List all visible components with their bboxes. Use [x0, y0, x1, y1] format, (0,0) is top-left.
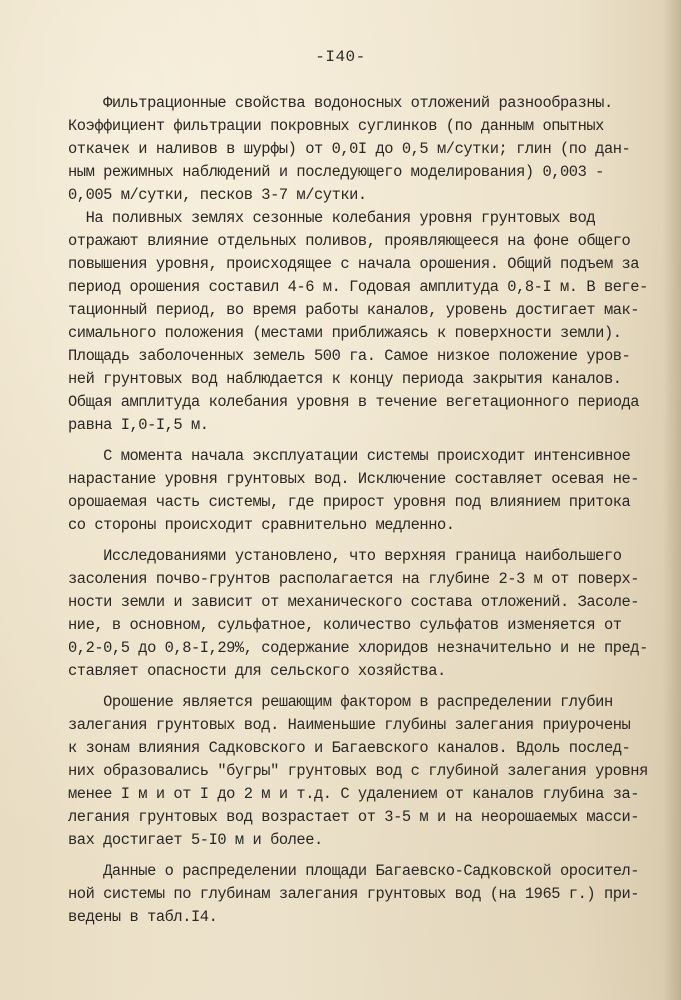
text-line: отражают влияние отдельных поливов, проявляющееся на фоне общего [68, 232, 631, 250]
text-line: Данные о распределении площади Багаевско-Садковской оросител- [68, 862, 640, 880]
text-line: них образовались "бугры" грунтовых вод с глубиной залегания уровня [68, 762, 648, 780]
text-line: Общая амплитуда колебания уровня в течение вегетационного периода [68, 393, 640, 411]
text-line: период орошения составил 4-6 м. Годовая амплитуда 0,8-I м. В веге- [68, 278, 648, 296]
text-line: откачек и наливов в шурфы) от 0,0I до 0,5 м/сутки; глин (по дан- [68, 140, 631, 158]
text-line: повышения уровня, происходящее с начала орошения. Общий подъем за [68, 255, 640, 273]
text-line: залегания грунтовых вод. Наименьшие глубины залегания приурочены [68, 716, 631, 734]
text-line: легания грунтовых вод возрастает от 3-5 м и на неорошаемых масси- [68, 808, 640, 826]
text-line: со стороны происходит сравнительно медленно. [68, 516, 455, 534]
text-line: Площадь заболоченных земель 500 га. Самое низкое положение уров- [68, 347, 631, 365]
text-line: С момента начала эксплуатации системы происходит интенсивное [68, 447, 631, 465]
body-text [68, 92, 668, 929]
text-line: тационный период, во время работы каналов, уровень достигает мак- [68, 301, 640, 319]
text-line: засоления почво-грунтов располагается на глубине 2-3 м от поверх- [68, 570, 640, 588]
text-line: менее I м и от I до 2 м и т.д. С удалением от каналов глубина за- [68, 785, 640, 803]
text-line: ние, в основном, сульфатное, количество сульфатов изменяется от [68, 616, 622, 634]
text-line: ведены в табл.I4. [68, 908, 218, 926]
text-line: ным режимных наблюдений и последующего моделирования) 0,003 - [68, 163, 604, 181]
text-line: ставляет опасности для сельского хозяйства. [68, 662, 446, 680]
text-line: Фильтрационные свойства водоносных отложений разнообразны. [68, 94, 613, 112]
text-line: равна I,0-I,5 м. [68, 416, 209, 434]
page-edge-shadow [663, 0, 681, 1000]
text-line: орошаемая часть системы, где прирост уровня под влиянием притока [68, 493, 631, 511]
text-line: ней грунтовых вод наблюдается к концу периода закрытия каналов. [68, 370, 622, 388]
text-line: 0,2-0,5 до 0,8-I,29%, содержание хлоридов незначительно и не пред- [68, 639, 648, 657]
page-number: -I40- [315, 48, 366, 66]
text-line: симального положения (местами приближаясь к поверхности земли). [68, 324, 622, 342]
text-line: ности земли и зависит от механического состава отложений. Засоле- [68, 593, 640, 611]
text-line: Орошение является решающим фактором в распределении глубин [68, 693, 613, 711]
text-line: 0,005 м/сутки, песков 3-7 м/сутки. [68, 186, 367, 204]
text-line: нарастание уровня грунтовых вод. Исключение составляет осевая не- [68, 470, 640, 488]
text-line: Коэффициент фильтрации покровных суглинков (по данным опытных [68, 117, 604, 135]
text-line: к зонам влияния Садковского и Багаевского каналов. Вдоль послед- [68, 739, 631, 757]
text-line: Исследованиями установлено, что верхняя граница наибольшего [68, 547, 622, 565]
text-line: ной системы по глубинам залегания грунтовых вод (на 1965 г.) при- [68, 885, 640, 903]
text-line: На поливных землях сезонные колебания уровня грунтовых вод [68, 209, 596, 227]
text-line: вах достигает 5-I0 м и более. [68, 831, 323, 849]
